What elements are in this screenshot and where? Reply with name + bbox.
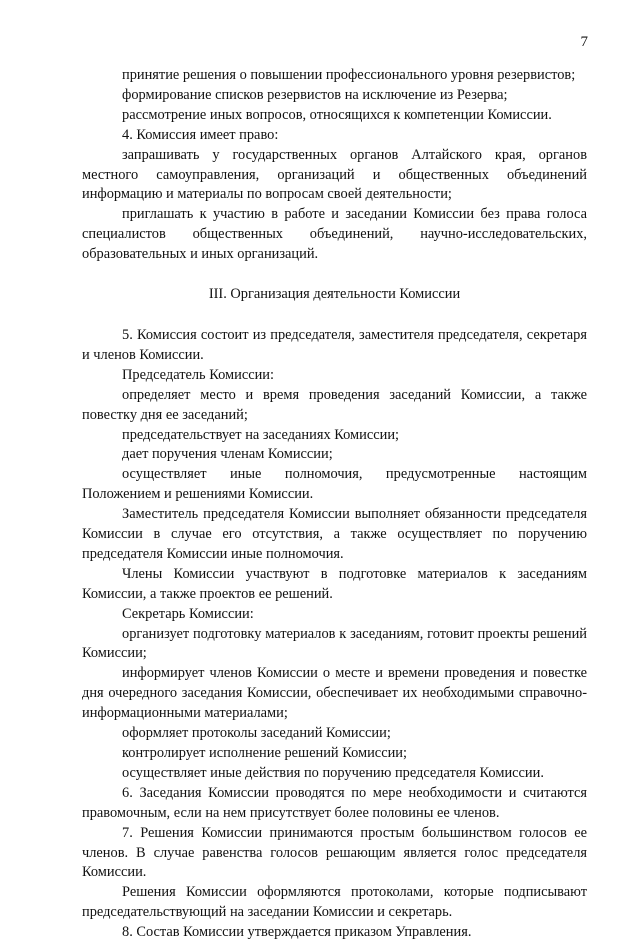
paragraph: осуществляет иные действия по поручению председателя Комиссии. [122, 764, 544, 781]
paragraph: формирование списков резервистов на исключение из Резерва; [122, 86, 508, 103]
paragraph: определяет место и время проведения заседаний Комиссии, а также повестку дня ее заседаний; [82, 386, 587, 423]
paragraph: информирует членов Комиссии о месте и времени проведения и повестке дня очередного заседания Комиссии, обеспечивает их необходимыми справочно-информационными материалами; [82, 665, 587, 722]
paragraph: 6. Заседания Комиссии проводятся по мере необходимости и считаются правомочным, если на нем присутствует более половины ее членов. [82, 784, 587, 821]
paragraph: приглашать к участию в работе и заседании Комиссии без права голоса специалистов общественных объединений, научно-исследовательских, образовательных и иных организаций. [82, 206, 587, 263]
paragraph: председательствует на заседаниях Комиссии; [122, 426, 400, 443]
paragraph: контролирует исполнение решений Комиссии; [122, 745, 407, 761]
paragraph: запрашивать у государственных органов Алтайского края, органов местного самоуправления, организаций и общественных объединений информацию и материалы по вопросам своей деятельности; [82, 146, 587, 203]
paragraph: Решения Комиссии оформляются протоколами, которые подписывают председательствующий на заседании Комиссии и секретарь. [82, 884, 587, 921]
paragraph: Председатель Комиссии: [122, 366, 275, 383]
paragraph: Секретарь Комиссии: [122, 605, 254, 622]
paragraph: дает поручения членам Комиссии; [122, 446, 333, 463]
paragraph: 8. Состав Комиссии утверждается приказом Управления. [122, 924, 472, 941]
page-number: 7 [580, 34, 588, 50]
paragraph: рассмотрение иных вопросов, относящихся к компетенции Комиссии. [122, 106, 552, 123]
paragraph: 4. Комиссия имеет право: [122, 126, 279, 143]
paragraph: организует подготовку материалов к заседаниям, готовит проекты решений Комиссии; [82, 625, 587, 662]
paragraph: Члены Комиссии участвуют в подготовке материалов к заседаниям Комиссии, а также проектов ее решений. [82, 565, 587, 602]
paragraph: 5. Комиссия состоит из председателя, заместителя председателя, секретаря и членов Комиссии. [82, 326, 587, 363]
section-heading: III. Организация деятельности Комиссии [208, 286, 461, 303]
paragraph: осуществляет иные полномочия, предусмотренные настоящим Положением и решениями Комиссии. [82, 466, 587, 503]
paragraph: принятие решения о повышении профессионального уровня резервистов; [122, 67, 576, 83]
paragraph: 7. Решения Комиссии принимаются простым большинством голосов ее членов. В случае равенства голосов решающим является голос председателя Комиссии. [82, 824, 587, 881]
paragraph: Заместитель председателя Комиссии выполняет обязанности председателя Комиссии в случае его отсутствия, а также осуществляет по поручению председателя Комиссии иные полномочия. [82, 506, 587, 562]
paragraph: оформляет протоколы заседаний Комиссии; [122, 725, 391, 742]
document-body [82, 66, 587, 943]
